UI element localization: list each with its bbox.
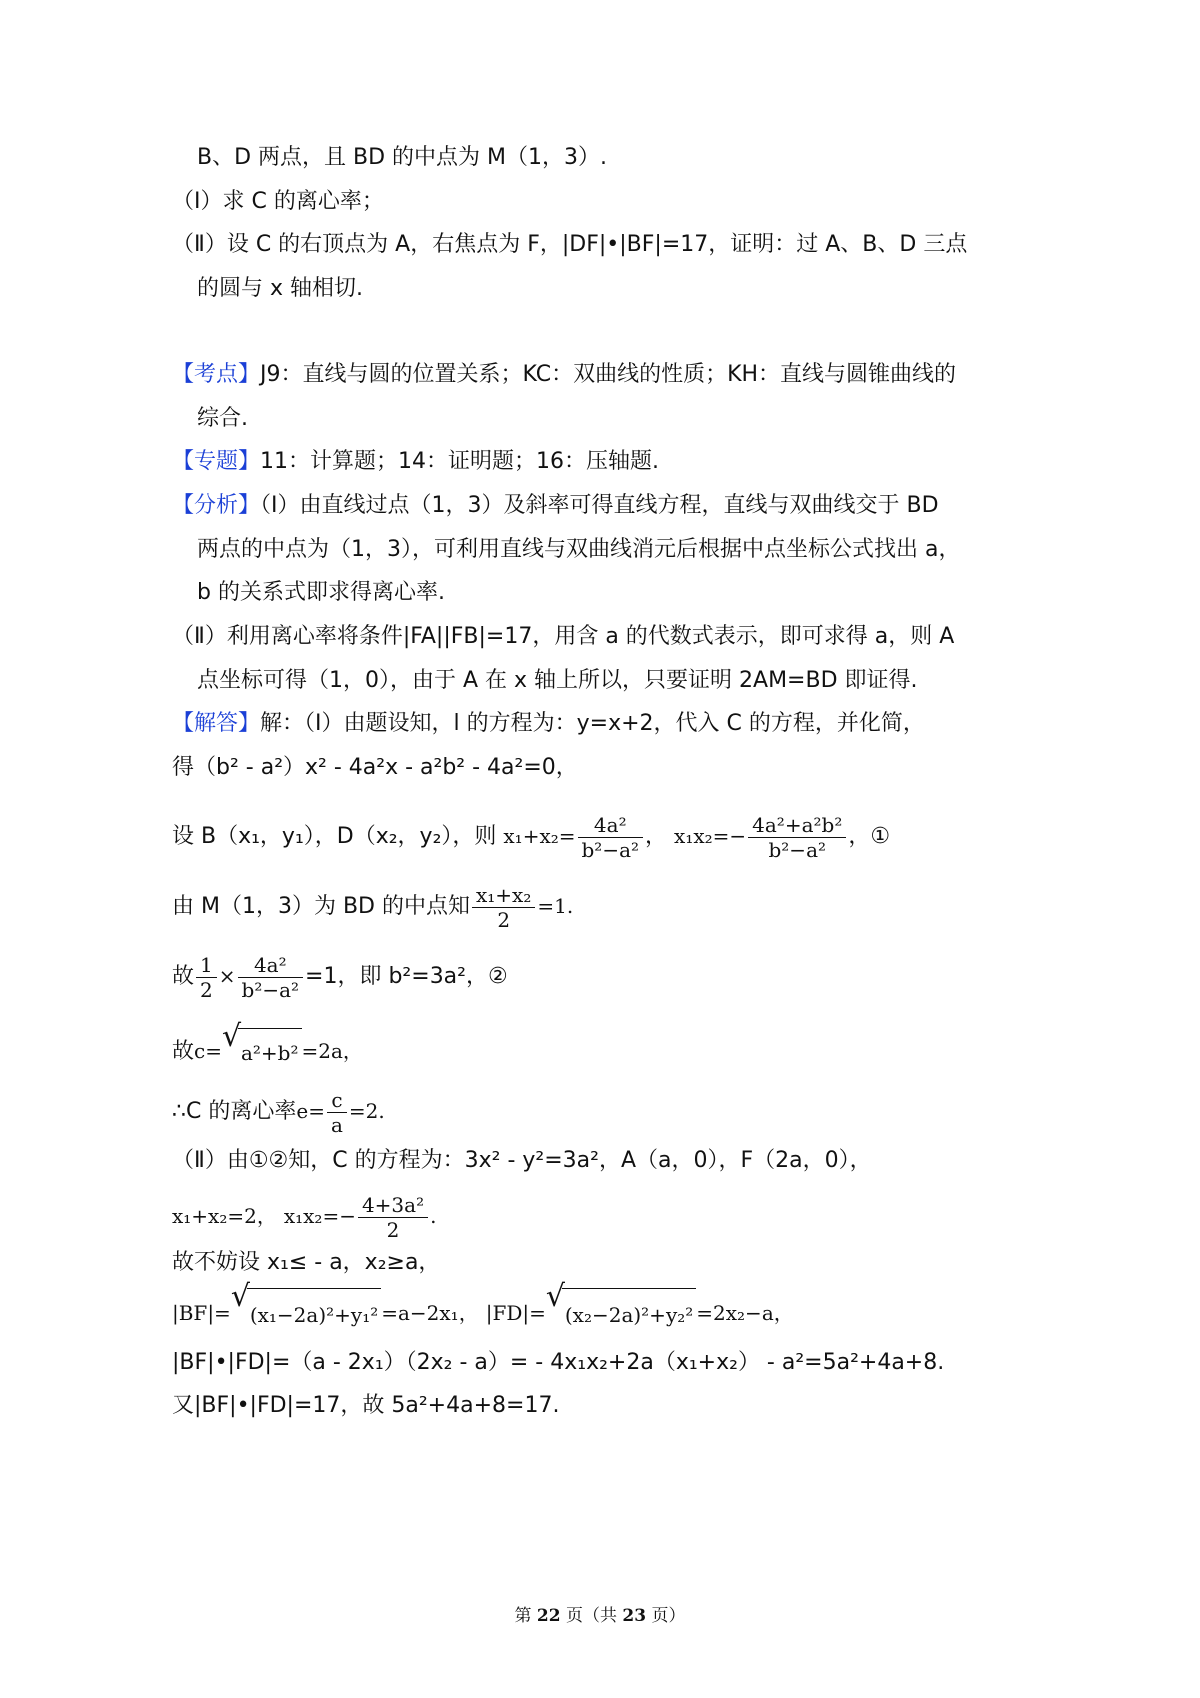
footer-prefix: 第 [514, 1606, 537, 1626]
footer-total-pages: 23 [622, 1606, 647, 1626]
midpoint-fraction [472, 883, 535, 932]
part2-equation-line: （Ⅱ）由①②知，C 的方程为：3x² - y²=3a²，A（a，0），F（2a，0）， [172, 1148, 872, 1173]
half-fraction [196, 953, 217, 1002]
midpoint-denominator: 2 [497, 907, 511, 932]
vieta-sum-fraction [578, 813, 644, 862]
ratio-fraction [238, 953, 304, 1002]
c-sqrt-radicand: a²+b² [238, 1028, 302, 1075]
problem-line-1: B、D 两点，且 BD 的中点为 M（1，3）. [197, 145, 608, 170]
fenxi-line-a [172, 491, 939, 521]
eccentricity-e: e= [296, 1099, 325, 1123]
part2-prod-denominator: 2 [386, 1217, 400, 1242]
vieta-sum-numerator: 4a² [578, 813, 644, 838]
half-denominator: 2 [200, 977, 213, 1002]
part2-prod-fraction [358, 1193, 428, 1242]
fd-radicand: (x₂−2a)²+y₂² [562, 1288, 696, 1339]
zhuanti-line [172, 447, 659, 477]
half-numerator: 1 [196, 953, 217, 978]
distance-line [172, 1279, 794, 1340]
assume-line: 故不妨设 x₁≤ - a，x₂≥a， [172, 1250, 441, 1275]
equation-1: 得（b² - a²）x² - 4a²x - a²b² - 4a²=0， [172, 755, 578, 780]
bf-rhs: =a−2x₁， [381, 1301, 479, 1325]
footer-suffix: 页） [646, 1606, 686, 1626]
vieta-prod-numerator: 4a²+a²b² [748, 813, 846, 838]
vieta-sum-lhs: x₁+x₂= [503, 824, 576, 848]
jieda-tag: 【解答】 [172, 711, 261, 736]
jieda-line-intro [172, 709, 925, 739]
kaodian-line-a [172, 360, 956, 390]
eccentricity-prefix: ∴C 的离心率 [172, 1099, 297, 1124]
zhuanti-tag: 【专题】 [172, 449, 261, 474]
vieta-prefix: 设 B（x₁，y₁），D（x₂，y₂），则 [172, 824, 497, 849]
footer-page-number: 22 [536, 1606, 561, 1626]
fd-lhs: |FD|= [485, 1301, 546, 1325]
kaodian-tag: 【考点】 [172, 362, 261, 387]
part2-prod-numerator: 4+3a² [358, 1193, 428, 1218]
product-line: |BF|•|FD|=（a - 2x₁）（2x₂ - a）= - 4x₁x₂+2a（x₁+x₂） - a²=5a²+4a+8. [172, 1350, 945, 1375]
problem-part-2b: 的圆与 x 轴相切. [197, 276, 363, 301]
fd-rhs: =2x₂−a， [696, 1301, 794, 1325]
kaodian-line-b: 综合. [197, 406, 248, 431]
eccentricity-numerator: c [327, 1088, 347, 1113]
fenxi-text-a: （Ⅰ）由直线过点（1，3）及斜率可得直线方程，直线与双曲线交于 BD [260, 493, 939, 518]
midpoint-numerator: x₁+x₂ [472, 883, 535, 908]
problem-part-1: （Ⅰ）求 C 的离心率； [172, 189, 384, 214]
jieda-intro: 解：（Ⅰ）由题设知，l 的方程为：y=x+2，代入 C 的方程，并化简， [260, 711, 925, 736]
sqrt-icon: √ [221, 1019, 242, 1054]
ratio-prefix: 故 [172, 964, 195, 989]
comma: ， [645, 824, 668, 849]
fenxi-line-c: b 的关系式即求得离心率. [197, 580, 445, 605]
times-sign: × [218, 964, 236, 988]
bf-sqrt [230, 1279, 381, 1340]
vieta-prod-lhs: x₁x₂=− [674, 824, 747, 848]
ratio-denominator: b²−a² [241, 977, 300, 1002]
fenxi-line-b: 两点的中点为（1，3），可利用直线与双曲线消元后根据中点坐标公式找出 a， [197, 537, 961, 562]
vieta-line [172, 810, 890, 863]
sqrt-icon: √ [230, 1279, 250, 1314]
circle-1: ，① [848, 824, 891, 849]
final-line: 又|BF|•|FD|=17，故 5a²+4a+8=17. [172, 1393, 560, 1418]
c-value-line [172, 1019, 363, 1076]
c-value-suffix: =2a， [301, 1039, 363, 1063]
fenxi-line-e: 点坐标可得（1，0），由于 A 在 x 轴上所以，只要证明 2AM=BD 即证得. [197, 668, 918, 693]
part2-sum: x₁+x₂=2， [172, 1204, 277, 1228]
c-sqrt [221, 1019, 302, 1076]
eccentricity-line [172, 1085, 385, 1138]
kaodian-text-a: J9：直线与圆的位置关系；KC：双曲线的性质；KH：直线与圆锥曲线的 [260, 362, 957, 387]
part2-prod-lhs: x₁x₂=− [283, 1204, 356, 1228]
fenxi-tag: 【分析】 [172, 493, 261, 518]
vieta-prod-denominator: b²−a² [768, 837, 827, 862]
part2-vieta-line [172, 1190, 436, 1243]
problem-part-2a: （Ⅱ）设 C 的右顶点为 A，右焦点为 F，|DF|•|BF|=17，证明：过 A、B、D 三点 [172, 232, 968, 257]
eccentricity-fraction [327, 1088, 347, 1137]
fd-sqrt [545, 1279, 696, 1340]
bf-lhs: |BF|= [172, 1301, 231, 1325]
zhuanti-text: 11：计算题；14：证明题；16：压轴题. [260, 449, 659, 474]
eccentricity-suffix: =2. [348, 1099, 385, 1123]
c-value-prefix: 故 [172, 1039, 195, 1064]
vieta-sum-denominator: b²−a² [581, 837, 640, 862]
page-footer [0, 1601, 1200, 1626]
c-lhs: c= [194, 1039, 222, 1063]
footer-middle: 页（共 [560, 1606, 623, 1626]
eccentricity-denominator: a [330, 1112, 343, 1137]
midpoint-line [172, 880, 573, 933]
sqrt-icon: √ [545, 1279, 565, 1314]
midpoint-prefix: 由 M（1，3）为 BD 的中点知 [172, 894, 470, 919]
vieta-prod-fraction [748, 813, 846, 862]
bf-radicand: (x₁−2a)²+y₁² [247, 1288, 381, 1339]
ratio-line [172, 950, 508, 1003]
ratio-suffix: =1，即 b²=3a²，② [305, 964, 508, 989]
fenxi-line-d: （Ⅱ）利用离心率将条件|FA||FB|=17，用含 a 的代数式表示，即可求得 a，则 A [172, 624, 955, 649]
part2-prod-suffix: . [430, 1204, 437, 1228]
ratio-numerator: 4a² [238, 953, 304, 978]
midpoint-suffix: =1. [537, 894, 574, 918]
